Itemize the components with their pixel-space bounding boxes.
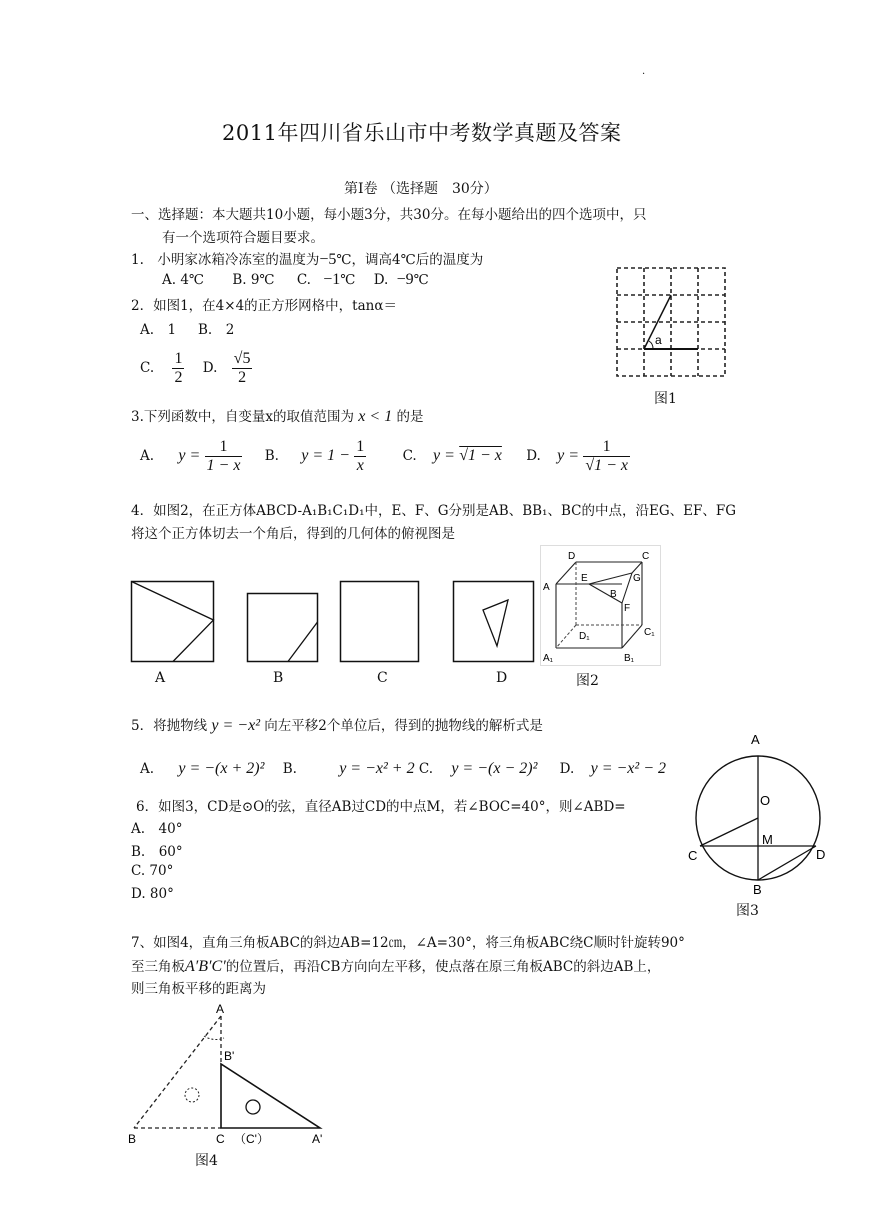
figure-4-label-a-prime: A' [312,1132,323,1146]
figure-3-caption: 图3 [736,903,759,919]
q1-option-c-value: −1 [323,271,341,288]
q3-stem-prefix: 3.下列函数中，自变量x的取值范围为 [131,409,354,425]
q3-stem-math: x < 1 [358,408,393,425]
q5-stem [131,714,543,735]
figure-2-label-c: C [642,551,650,562]
q2-option-b: B. 2 [198,322,235,338]
q5-option-c-expr: y = −(x − 2)² [451,760,538,777]
q7-line-2 [131,955,660,976]
q1-stem-prefix: 1. 小明家冰箱冷冻室的温度为 [131,252,320,268]
q4-option-c-figure [339,580,421,664]
q4-option-a-label: A [155,670,166,686]
q7-line-2-prefix: 至三角板 [131,959,185,975]
q7-line-1: 7、如图4，直角三角板ABC的斜边AB=12㎝，∠A=30°，将三角板ABC绕C顺时针旋转90° [131,935,685,951]
q5-option-b-label: B. [282,761,297,777]
q4-option-a-figure [130,580,216,664]
q5-option-d-label: D. [559,761,575,777]
figure-2-label-a1: A₁ [543,653,554,664]
figure-2-label-f: F [624,603,631,614]
q4-option-c-label: C [377,670,388,686]
figure-1-alpha-label: a [655,333,662,347]
q2-option-d-label: D. [202,360,218,376]
q1-stem-value: −5 [319,251,337,268]
q5-stem-suffix: 向左平移2个单位后，得到的抛物线的解析式是 [264,718,543,734]
q3-option-c-label: C. [402,448,417,464]
figure-4-triangles [124,1002,344,1152]
q4-option-d-label: D [496,670,508,686]
q2-stem: 2．如图1，在4×4的正方形网格中，tanα＝ [131,298,397,314]
q2-option-c-den: 2 [174,369,183,386]
figure-4-label-a: A [216,1002,225,1016]
q3-option-b-den: x [354,456,366,475]
figure-4-label-c-prime: （C'） [234,1132,269,1146]
q5-stem-prefix: 5．将抛物线 [131,718,208,734]
q1-option-b: B. 9℃ [232,272,275,288]
q4-option-b-label: B [273,670,284,686]
intro-line-1: 一、选择题：本大题共10小题，每小题3分，共30分。在每小题给出的四个选项中，只 [131,207,647,223]
figure-2-label-d1: D₁ [579,631,590,642]
q2-option-c-label: C. [140,360,155,376]
section-title: 第Ⅰ卷 （选择题 30分） [344,181,498,197]
q3-option-d-den: √1 − x [585,457,629,474]
figure-2-label-c1: C₁ [644,627,655,638]
q3-option-a-label: A. [140,448,155,464]
figure-3-label-o: O [760,793,771,808]
q6-option-b: B. 60° [131,844,183,860]
q6-option-c: C. 70° [131,863,174,879]
q4-option-d-figure [452,580,536,664]
q5-options [140,760,666,778]
figure-4-label-b: B [128,1132,137,1146]
q1-option-d-label: D. [373,272,389,288]
q3-stem [131,405,424,426]
figure-1-grid [615,266,729,380]
figure-4-label-c: C [216,1132,225,1146]
q1-option-c-label: C. [296,272,311,288]
figure-1-caption: 图1 [654,391,677,407]
figure-2-label-d: D [568,551,576,562]
q5-option-d-expr: y = −x² − 2 [590,760,666,777]
q3-option-d-lhs: y = [557,447,580,464]
q3-options [140,438,630,475]
q2-option-c [140,350,252,387]
q4-option-b-figure [246,592,320,664]
q3-option-d-fraction [583,438,630,475]
q3-option-c-radical: √1 − x [459,447,502,464]
q2-option-d-fraction [232,350,253,387]
figure-3-label-d: D [816,847,826,862]
figure-2-label-b1: B₁ [624,653,635,664]
figure-3-label-m: M [762,832,773,847]
header-dot: . [642,66,646,77]
q5-option-b-expr: y = −x² + 2 [339,760,415,777]
figure-2-label-g: G [633,573,641,584]
q3-option-c-lhs: y = [433,447,455,464]
q3-option-a-den: 1 − x [206,457,241,474]
figure-2-label-b: B [610,589,617,600]
q3-option-b-label: B. [264,448,279,464]
q3-option-d-label: D. [526,448,541,464]
q2-option-d-den: 2 [232,368,253,387]
q5-option-c-label: C. [418,761,434,777]
figure-3-circle [686,728,832,896]
q2-option-d-num: √5 [233,350,251,367]
q4-line-1: 4．如图2，在正方体ABCD-A₁B₁C₁D₁中，E、F、G分别是AB、BB₁、BC的中点，沿EG、EF、FG [131,503,736,519]
q3-option-a-fraction [205,438,243,475]
q5-option-a-expr: y = −(x + 2)² [178,760,265,777]
q6-option-a: A. 40° [131,821,183,837]
q2-option-c-fraction [172,350,184,387]
q7-line-3: 则三角板平移的距离为 [131,981,266,997]
q6-stem: 6．如图3，CD是⊙O的弦，直径AB过CD的中点M，若∠BOC=40°，则∠ABD= [136,799,626,815]
q1-option-c-unit: ℃ [340,272,356,288]
figure-3-label-b: B [753,882,762,896]
q5-option-a-label: A. [140,761,155,777]
q7-line-2-suffix: 的位置后，再沿CB方向向左平移，使点落在原三角板ABC的斜边AB上， [225,959,661,975]
intro-line-2: 有一个选项符合题目要求。 [162,230,324,246]
q3-option-b-num: 1 [356,438,365,455]
figure-4-label-b-prime: B' [224,1049,235,1063]
q3-stem-suffix: 的是 [396,409,424,425]
q1-stem-suffix: ℃，调高4℃后的温度为 [336,252,484,268]
figure-3-label-a: A [751,732,760,747]
q1-options [162,271,429,289]
figure-2-caption: 图2 [576,673,599,689]
q3-option-a-num: 1 [219,438,228,455]
q3-option-a-lhs: y = [178,447,201,464]
figure-2-cube [540,545,662,667]
q1-stem [131,248,483,269]
q2-option-c-num: 1 [174,350,183,367]
figure-2-label-a: A [543,582,550,593]
figure-3-label-c: C [688,848,698,863]
q4-line-2: 将这个正方体切去一个角后，得到的几何体的俯视图是 [131,526,455,542]
figure-4-caption: 图4 [195,1153,218,1169]
q1-option-d-value: −9 [396,271,414,288]
q3-option-b-lhs: y = 1 − [301,447,350,464]
q3-option-d-num: 1 [602,438,611,455]
q1-option-a: A. 4℃ [162,272,205,288]
q5-stem-math: y = −x² [211,717,260,734]
q6-option-d: D. 80° [131,886,174,902]
figure-2-label-e: E [581,573,588,584]
q1-option-d-unit: ℃ [413,272,429,288]
page-title: 2011年四川省乐山市中考数学真题及答案 [222,121,622,145]
q7-line-2-math: A′B′C′ [185,958,226,975]
q3-option-b-fraction [354,438,366,475]
q2-option-a: A. 1 [140,322,177,338]
